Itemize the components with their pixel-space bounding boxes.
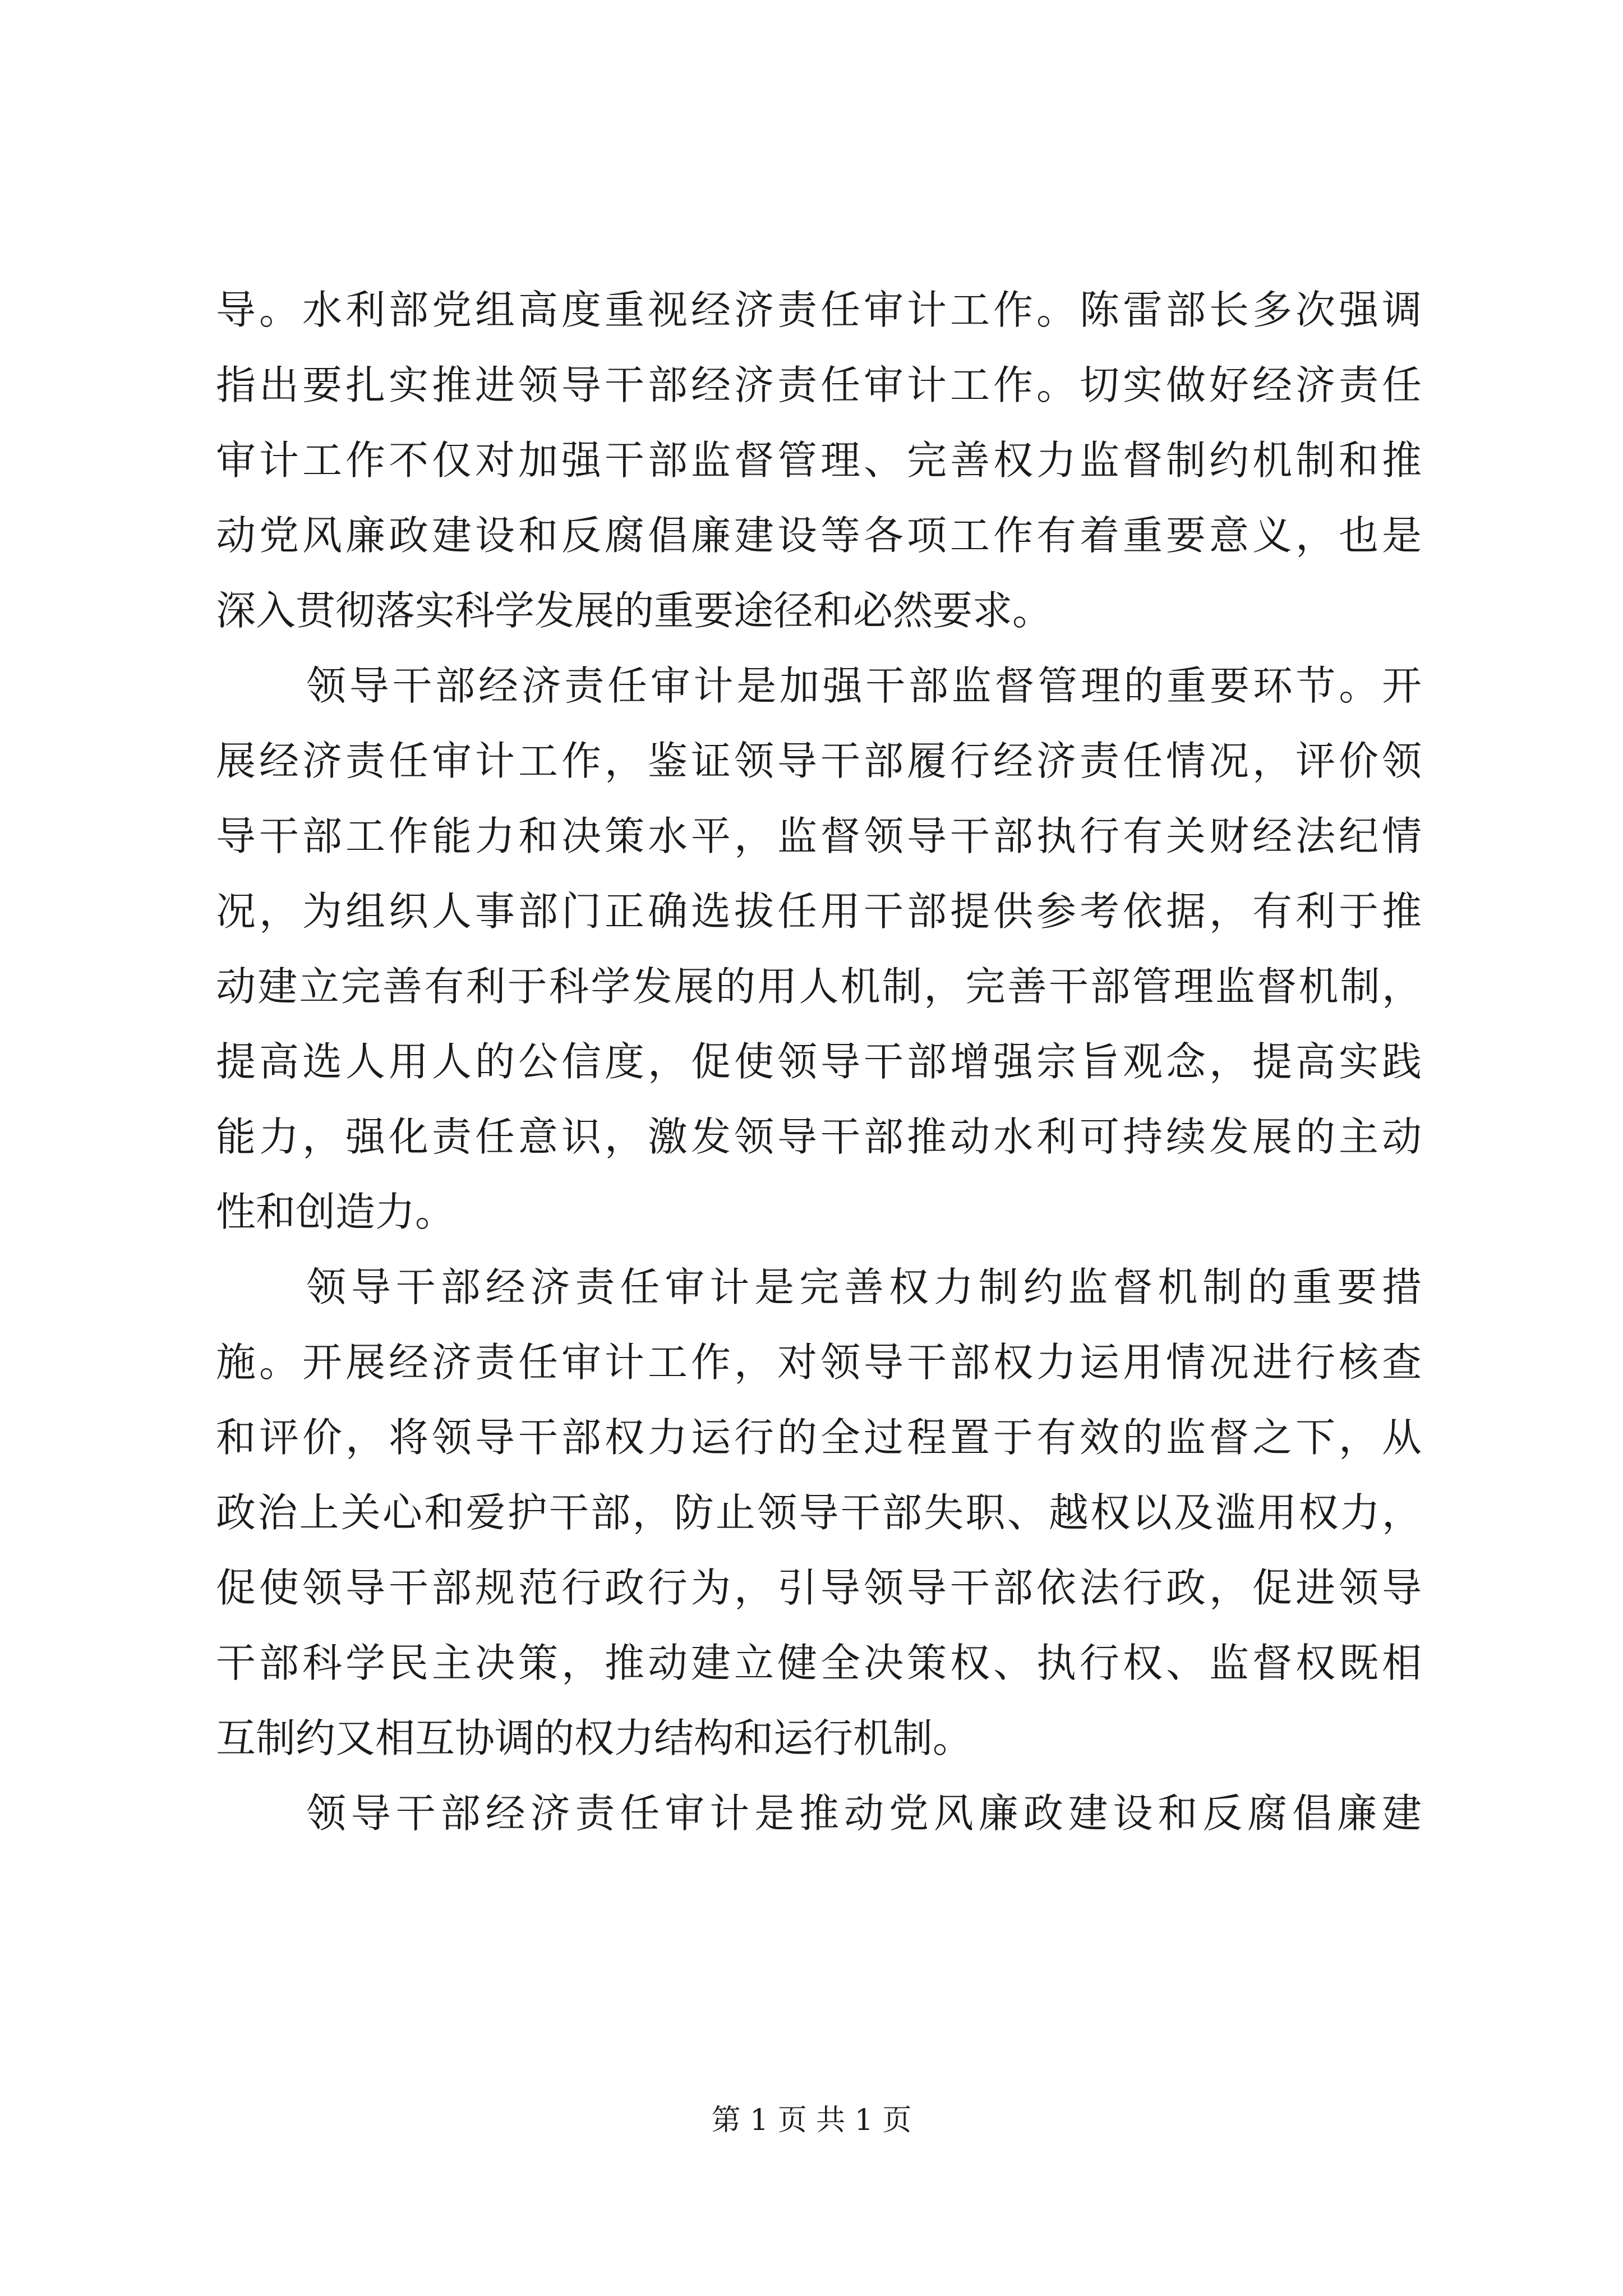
paragraph-1-line-1: 导。水利部党组高度重视经济责任审计工作。陈雷部长多次强调	[216, 287, 1422, 333]
paragraph-3-line-1: 领导干部经济责任审计是完善权力制约监督机制的重要措	[306, 1264, 1422, 1310]
paragraph-2-line-5: 动建立完善有利于科学发展的用人机制，完善干部管理监督机制，	[216, 963, 1422, 1010]
paragraph-2-line-4: 况，为组织人事部门正确选拔任用干部提供参考依据，有利于推	[216, 888, 1422, 935]
paragraph-1-line-3: 审计工作不仅对加强干部监督管理、完善权力监督制约机制和推	[216, 437, 1422, 484]
page-footer	[0, 2101, 1623, 2140]
paragraph-3-line-7: 互制约又相互协调的权力结构和运行机制。	[216, 1715, 973, 1761]
page-number-label: 第 1 页 共 1 页	[711, 2104, 912, 2137]
paragraph-2-line-2: 展经济责任审计工作，鉴证领导干部履行经济责任情况，评价领	[216, 738, 1422, 784]
paragraph-1-line-4: 动党风廉政建设和反腐倡廉建设等各项工作有着重要意义，也是	[216, 512, 1422, 559]
paragraph-1-line-5: 深入贯彻落实科学发展的重要途径和必然要求。	[216, 587, 1053, 634]
paragraph-3-line-4: 政治上关心和爱护干部，防止领导干部失职、越权以及滥用权力，	[216, 1489, 1422, 1536]
paragraph-3-line-2: 施。开展经济责任审计工作，对领导干部权力运用情况进行核查	[216, 1339, 1422, 1386]
paragraph-2-line-3: 导干部工作能力和决策水平，监督领导干部执行有关财经法纪情	[216, 813, 1422, 859]
paragraph-3-line-3: 和评价，将领导干部权力运行的全过程置于有效的监督之下，从	[216, 1414, 1422, 1461]
paragraph-2-line-8: 性和创造力。	[216, 1189, 455, 1235]
paragraph-3-line-5: 促使领导干部规范行政行为，引导领导干部依法行政，促进领导	[216, 1565, 1422, 1611]
paragraph-2-line-6: 提高选人用人的公信度，促使领导干部增强宗旨观念，提高实践	[216, 1038, 1422, 1085]
paragraph-1-line-2: 指出要扎实推进领导干部经济责任审计工作。切实做好经济责任	[216, 362, 1422, 408]
paragraph-2-line-1: 领导干部经济责任审计是加强干部监督管理的重要环节。开	[306, 662, 1422, 709]
paragraph-2-line-7: 能力，强化责任意识，激发领导干部推动水利可持续发展的主动	[216, 1114, 1422, 1160]
paragraph-3-line-6: 干部科学民主决策，推动建立健全决策权、执行权、监督权既相	[216, 1640, 1422, 1686]
paragraph-4-line-1: 领导干部经济责任审计是推动党风廉政建设和反腐倡廉建	[306, 1790, 1422, 1837]
